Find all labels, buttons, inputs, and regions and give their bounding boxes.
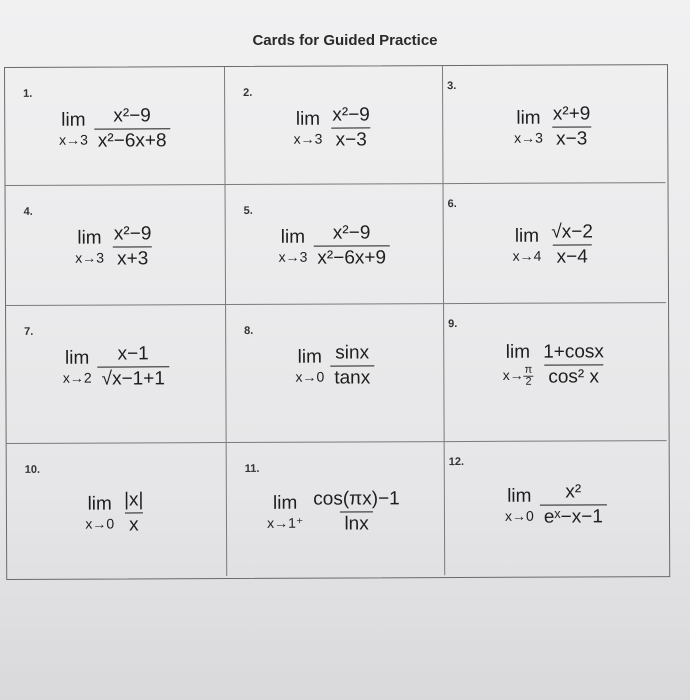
limit-operator xyxy=(59,111,88,147)
fraction xyxy=(539,341,608,388)
limit-expression xyxy=(5,105,224,153)
approach-denominator: 2 xyxy=(525,375,532,388)
fraction xyxy=(309,488,404,535)
card-number: 1. xyxy=(23,87,33,100)
card-3 xyxy=(443,65,666,184)
card-2 xyxy=(225,66,444,185)
lim-word: lim xyxy=(272,493,298,515)
fraction xyxy=(547,221,597,268)
limit-operator xyxy=(267,494,303,530)
lim-word: lim xyxy=(516,108,541,130)
numerator: √x−2 xyxy=(551,221,593,243)
limit-operator xyxy=(295,348,324,384)
card-number: 4. xyxy=(23,205,33,218)
lim-word: lim xyxy=(87,493,112,515)
numerator: x²−9 xyxy=(113,223,152,245)
fraction xyxy=(330,342,374,389)
limit-operator xyxy=(514,109,543,145)
limit-expression xyxy=(444,341,666,389)
numerator: x²−9 xyxy=(332,104,370,126)
fraction xyxy=(540,481,607,528)
card-number: 8. xyxy=(244,324,254,337)
page-title: Cards for Guided Practice xyxy=(252,32,438,49)
limit-expression xyxy=(7,489,226,537)
limit-expression xyxy=(226,342,443,390)
limit-approach: x→0 xyxy=(295,368,325,386)
cards-grid xyxy=(4,64,670,580)
denominator: x−4 xyxy=(553,244,592,268)
numerator: x−1 xyxy=(117,343,149,365)
card-number: 2. xyxy=(243,86,253,99)
denominator: eˣ−x−1 xyxy=(540,504,607,528)
limit-expression xyxy=(6,343,225,391)
numerator: x²−9 xyxy=(332,222,371,244)
limit-operator xyxy=(503,343,534,388)
limit-expression xyxy=(6,223,225,271)
lim-word: lim xyxy=(295,108,321,131)
card-number: 11. xyxy=(244,462,260,475)
approach-fraction xyxy=(524,365,534,388)
lim-word: lim xyxy=(77,227,102,250)
limit-operator xyxy=(513,227,542,263)
lim-word: lim xyxy=(280,227,306,249)
lim-word: lim xyxy=(61,109,86,132)
limit-expression xyxy=(226,222,443,270)
limit-approach: x→1⁺ xyxy=(267,515,304,532)
limit-expression xyxy=(444,221,666,269)
card-8 xyxy=(226,304,445,443)
fraction xyxy=(549,103,595,150)
limit-approach: x→3 xyxy=(75,249,105,267)
lim-word: lim xyxy=(64,347,90,370)
card-11 xyxy=(227,442,446,576)
denominator: x²−6x+9 xyxy=(313,245,390,269)
limit-approach: x→0 xyxy=(504,508,534,525)
approach-prefix: x→ xyxy=(502,366,524,383)
card-number: 12. xyxy=(448,455,465,469)
limit-operator xyxy=(75,229,104,265)
limit-operator xyxy=(85,495,114,531)
denominator: x xyxy=(125,512,143,536)
limit-expression xyxy=(443,103,665,151)
denominator: lnx xyxy=(340,511,372,535)
card-number: 3. xyxy=(447,80,457,93)
denominator: x−3 xyxy=(552,126,591,150)
numerator: x²+9 xyxy=(552,103,591,125)
fraction xyxy=(313,222,390,269)
lim-word: lim xyxy=(507,486,532,508)
card-1 xyxy=(5,67,226,186)
fraction xyxy=(97,343,168,390)
numerator: sinx xyxy=(335,342,370,364)
card-9 xyxy=(444,303,667,442)
approach-numerator: π xyxy=(524,363,533,376)
denominator: √x−1+1 xyxy=(98,366,169,390)
limit-approach: x→2 xyxy=(62,369,92,387)
numerator: x²−9 xyxy=(113,105,151,127)
limit-approach: x→4 xyxy=(512,248,542,265)
fraction xyxy=(120,489,148,536)
card-number: 10. xyxy=(24,463,41,476)
denominator: x−3 xyxy=(332,127,371,151)
fraction xyxy=(94,105,171,152)
limit-approach: x→0 xyxy=(85,515,115,532)
denominator: cos² x xyxy=(544,364,603,388)
fraction xyxy=(328,104,374,151)
limit-operator xyxy=(278,228,307,264)
denominator: x²−6x+8 xyxy=(94,128,171,152)
card-5 xyxy=(226,184,445,305)
denominator: x+3 xyxy=(113,246,152,270)
limit-approach: x→3 xyxy=(59,131,88,149)
limit-expression xyxy=(227,488,444,536)
card-4 xyxy=(6,185,227,306)
limit-operator xyxy=(294,110,323,146)
lim-word: lim xyxy=(505,341,531,363)
card-number: 7. xyxy=(24,325,34,338)
limit-approach: x→3 xyxy=(278,249,308,266)
limit-approach xyxy=(503,365,534,388)
card-12 xyxy=(445,441,668,575)
numerator: x² xyxy=(565,481,582,503)
card-10 xyxy=(7,443,228,577)
denominator: tanx xyxy=(330,365,374,389)
limit-approach: x→3 xyxy=(514,129,543,147)
numerator: |x| xyxy=(124,489,144,511)
limit-operator xyxy=(505,487,534,523)
card-7 xyxy=(6,305,227,444)
limit-expression xyxy=(225,104,442,152)
numerator: cos(πx)−1 xyxy=(313,488,400,510)
limit-approach: x→3 xyxy=(293,130,323,148)
lim-word: lim xyxy=(514,226,540,248)
limit-expression xyxy=(445,481,667,529)
card-number: 5. xyxy=(243,204,253,217)
card-6 xyxy=(444,183,667,304)
limit-operator xyxy=(63,349,92,385)
fraction xyxy=(110,223,156,270)
numerator: 1+cosx xyxy=(543,341,604,363)
card-number: 6. xyxy=(447,198,457,211)
lim-word: lim xyxy=(297,346,322,369)
card-number: 9. xyxy=(448,318,458,331)
